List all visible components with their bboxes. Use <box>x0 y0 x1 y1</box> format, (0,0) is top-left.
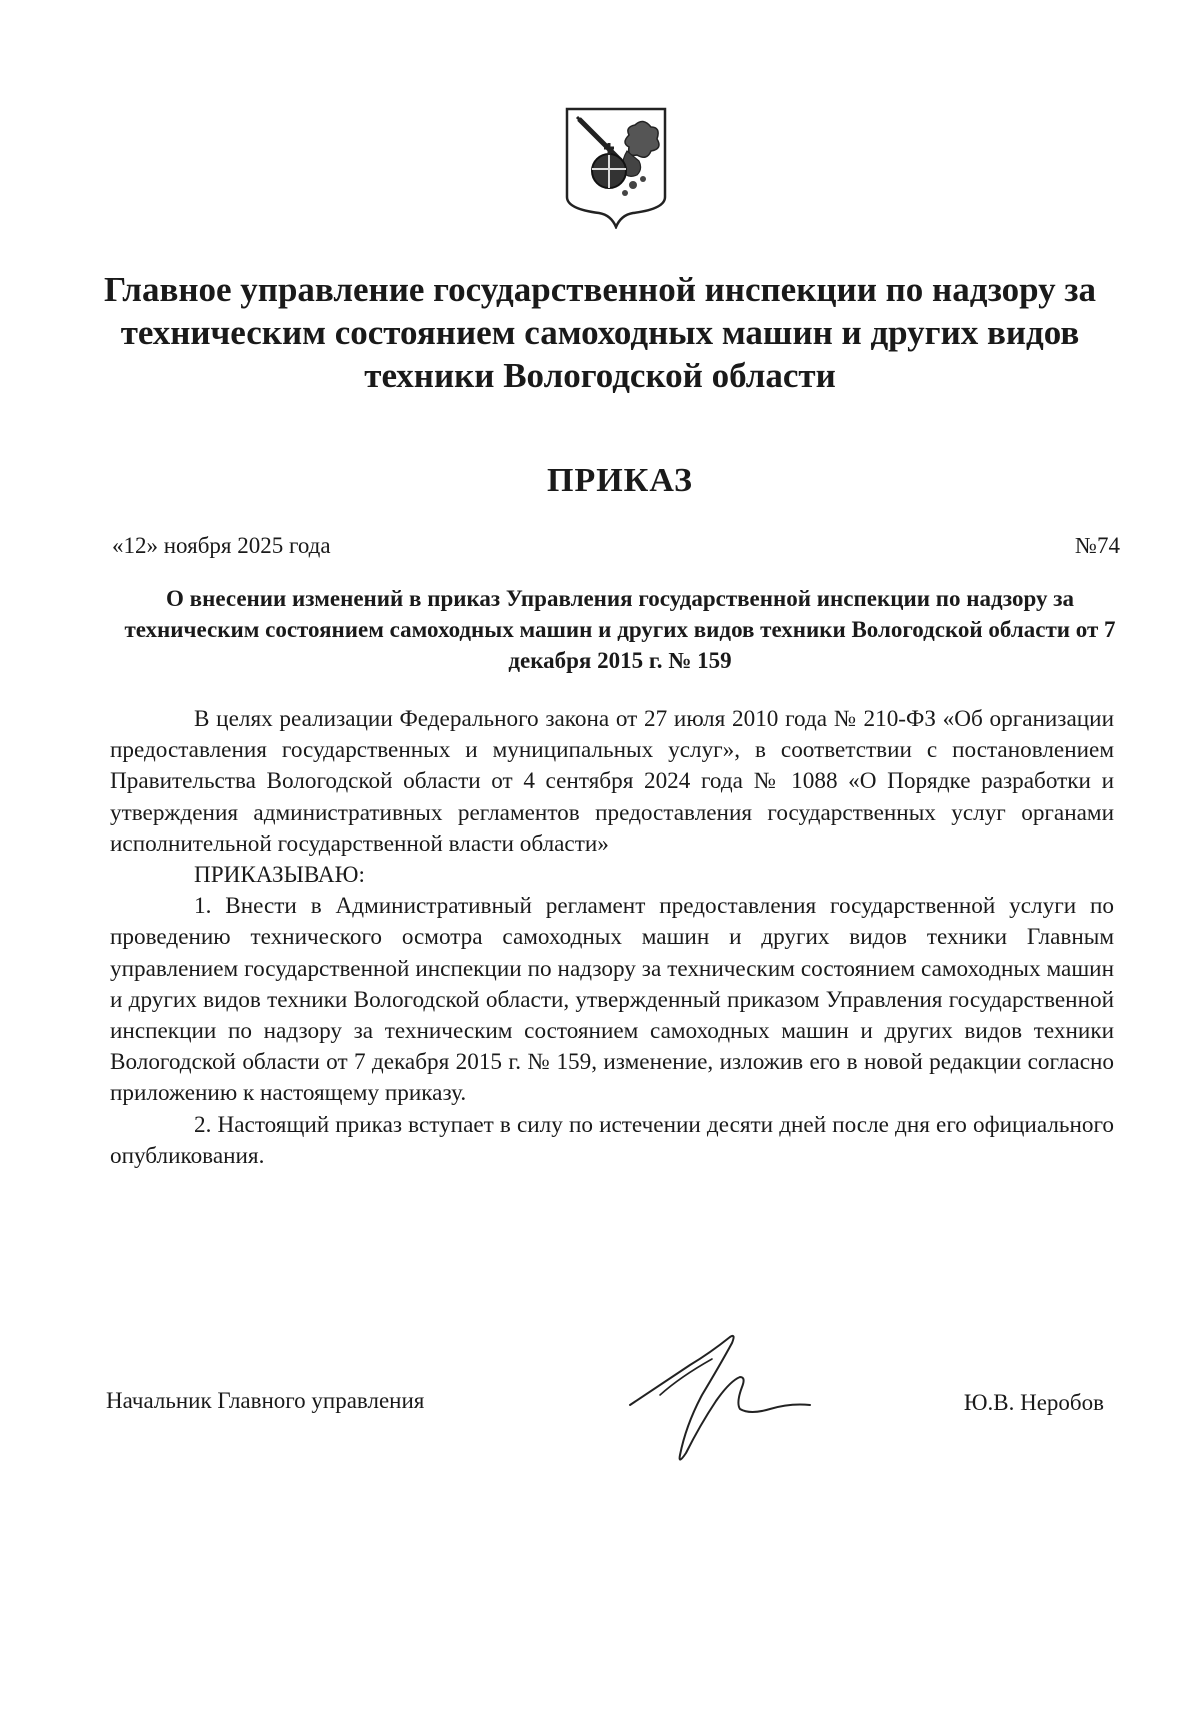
order-number: №74 <box>1075 533 1120 558</box>
order-directive: ПРИКАЗЫВАЮ: <box>194 862 365 889</box>
coat-of-arms-icon <box>563 105 669 229</box>
organization-title: Главное управление государственной инспекции по надзору за техническим состоянием самоходных машин и других видов техники Вологодской области <box>103 270 1096 395</box>
handwritten-signature <box>620 1325 820 1475</box>
order-body <box>110 704 1114 1172</box>
signatory-name: Ю.В. Неробов <box>963 1390 1104 1415</box>
order-date: «12» ноября 2025 года <box>112 533 331 558</box>
preamble-paragraph: В целях реализации Федерального закона от 27 июля 2010 года № 210-ФЗ «Об организации предоставления государственных и муниципальных услуг», в соответствии с постановлением Правительства Вологодской области от 4 сентября 2024 года № 1088 «О Порядке разработки и утверждения административных регламентов предоставления государственных услуг органами исполнительной государственной власти области» <box>110 706 1114 857</box>
document-type-heading: ПРИКАЗ <box>547 462 693 499</box>
signatory-position: Начальник Главного управления <box>106 1388 425 1413</box>
order-subject: О внесении изменений в приказ Управления государственной инспекции по надзору за техническим состоянием самоходных машин и других видов техники Вологодской области от 7 декабря 2015 г. № 159 <box>124 586 1116 673</box>
order-item-2: 2. Настоящий приказ вступает в силу по истечении десяти дней после дня его официального опубликования. <box>110 1111 1114 1169</box>
order-item-1: 1. Внести в Административный регламент предоставления государственной услуги по проведению технического осмотра самоходных машин и других видов техники Главным управлением государственной инспекции по надзору за техническим состоянием самоходных машин и других видов техники Вологодской области, утвержденный приказом Управления государственной инспекции по надзору за техническим состоянием самоходных машин и других видов техники Вологодской области от 7 декабря 2015 г. № 159, изменение, изложив его в новой редакции согласно приложению к настоящему приказу. <box>110 893 1114 1107</box>
